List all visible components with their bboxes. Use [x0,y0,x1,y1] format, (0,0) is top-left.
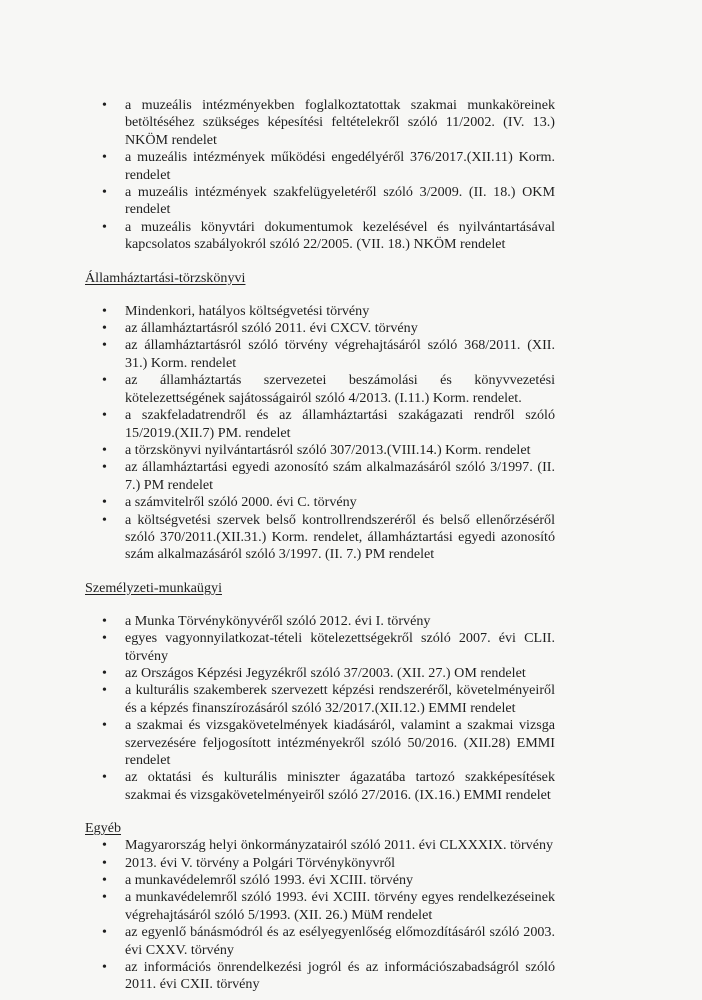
bullet-icon: • [102,495,107,511]
section-heading-allamhaztartasi: Államháztartási-törzskönyvi [85,269,246,286]
list-item: • Magyarország helyi önkormányzatairól szóló 2011. évi CLXXXIX. törvény [102,837,554,854]
bullet-icon: • [102,460,107,476]
list-item: • az egyenlő bánásmódról és az esélyegyenlőség előmozdításáról szóló 2003. évi CXXV. törvény [102,924,555,958]
museum-regulations-list [0,97,702,254]
bullet-icon: • [102,960,107,976]
bullet-icon: • [102,718,107,734]
list-item: • az államháztartásról szóló 2011. évi CXCV. törvény [102,320,418,337]
section-heading-szemelyzeti: Személyzeti-munkaügyi [85,579,222,596]
bullet-icon: • [102,408,107,424]
bullet-icon: • [102,925,107,941]
section-spacer [0,804,702,820]
bullet-icon: • [102,98,107,113]
list-item: • a törzskönyvi nyilvántartásról szóló 307/2013.(VIII.14.) Korm. rendelet [102,441,531,458]
list-item: • az államháztartási egyedi azonosító szám alkalmazásáról szóló 3/1997. (II. 7.) PM rendelet [102,459,555,493]
list-item: • az államháztartásról szóló törvény végrehajtásáról szóló 368/2011. (XII. 31.) Korm. rendelet [102,337,555,371]
list-item: • az oktatási és kulturális miniszter ágazatába tartozó szakképesítések szakmai és vizsgakövetelményeiről szóló 27/2016. (IX.16.) EMMI rendelet [102,769,555,803]
bullet-icon: • [102,150,107,166]
bullet-icon: • [102,838,107,854]
bullet-icon: • [102,770,107,786]
list-item: • a munkavédelemről szóló 1993. évi XCIII. törvény egyes rendelkezéseinek végrehajtásáról szóló 5/1993. (XII. 26.) MüM rendelet [102,889,555,923]
bullet-icon: • [102,873,107,889]
egyeb-list [0,837,702,994]
list-item: • a szakfeladatrendről és az államháztartási szakágazati rendről szóló 15/2019.(XII.7) PM. rendelet [102,407,555,441]
szemelyzeti-list [0,613,702,804]
bullet-icon: • [102,613,107,629]
list-item: • az információs önrendelkezési jogról és az információszabadságról szóló 2011. évi CXII. törvény [102,959,555,993]
list-item: • Mindenkori, hatályos költségvetési törvény [102,302,370,319]
list-item: • a szakmai és vizsgakövetelmények kiadásáról, valamint a szakmai vizsga szervezésére feljogosított intézményekről szóló 50/2016. (XII.28) EMMI rendelet [102,717,555,768]
list-item: • egyes vagyonnyilatkozat-tételi kötelezettségekről szóló 2007. évi CLII. törvény [102,630,555,664]
bullet-icon: • [102,512,107,528]
section-spacer [0,254,702,270]
allamhaztartasi-list [0,303,702,564]
list-item: • a muzeális könyvtári dokumentumok kezelésével és nyilvántartásával kapcsolatos szabályokról szóló 22/2005. (VII. 18.) NKÖM rendelet [102,218,555,253]
heading-spacer [0,597,702,613]
list-item: • 2013. évi V. törvény a Polgári Törvénykönyvről [102,854,396,871]
section-heading-egyeb: Egyéb [85,820,122,837]
bullet-icon: • [102,890,107,906]
bullet-icon: • [102,185,107,201]
bullet-icon: • [102,631,107,647]
list-item: • az Országos Képzési Jegyzékről szóló 37/2003. (XII. 27.) OM rendelet [102,664,526,681]
list-item: • a muzeális intézmények szakfelügyeletéről szóló 3/2009. (II. 18.) OKM rendelet [102,184,555,218]
section-spacer [0,564,702,580]
list-item: • a Munka Törvénykönyvéről szóló 2012. évi I. törvény [102,612,431,629]
bullet-icon: • [102,373,107,389]
list-item: • a muzeális intézmények működési engedélyéről 376/2017.(XII.11) Korm. rendelet [102,149,555,183]
bullet-icon: • [102,303,107,319]
bullet-icon: • [102,338,107,354]
list-item: • a költségvetési szervek belső kontrollrendszeréről és belső ellenőrzéséről szóló 370/2011.(XII.31.) Korm. rendelet, államháztartási egyedi azonosító szám alkalmazásáról szóló 3/1997. (II. 7.) PM rendelet [102,511,555,563]
heading-spacer [0,287,702,303]
bullet-icon: • [102,665,107,681]
bullet-icon: • [102,219,107,235]
list-item: • a muzeális intézményekben foglalkoztatottak szakmai munkaköreinek betöltéséhez szükséges képesítési feltételekről szóló 11/2002. (IV. 13.) NKÖM rendelet [102,97,555,148]
bullet-icon: • [102,855,107,871]
list-item: • a munkavédelemről szóló 1993. évi XCIII. törvény [102,872,414,889]
bullet-icon: • [102,442,107,458]
list-item: • az államháztartás szervezetei beszámolási és könyvvezetési kötelezettségének sajátosságairól szóló 4/2013. (I.11.) Korm. rendelet. [102,372,555,406]
bullet-icon: • [102,321,107,337]
list-item: • a számvitelről szóló 2000. évi C. törvény [102,494,357,511]
bullet-icon: • [102,683,107,699]
list-item: • a kulturális szakemberek szervezett képzési rendszeréről, követelményeiről és a képzés finanszírozásáról szóló 32/2017.(XII.12.) EMMI rendelet [102,682,555,716]
